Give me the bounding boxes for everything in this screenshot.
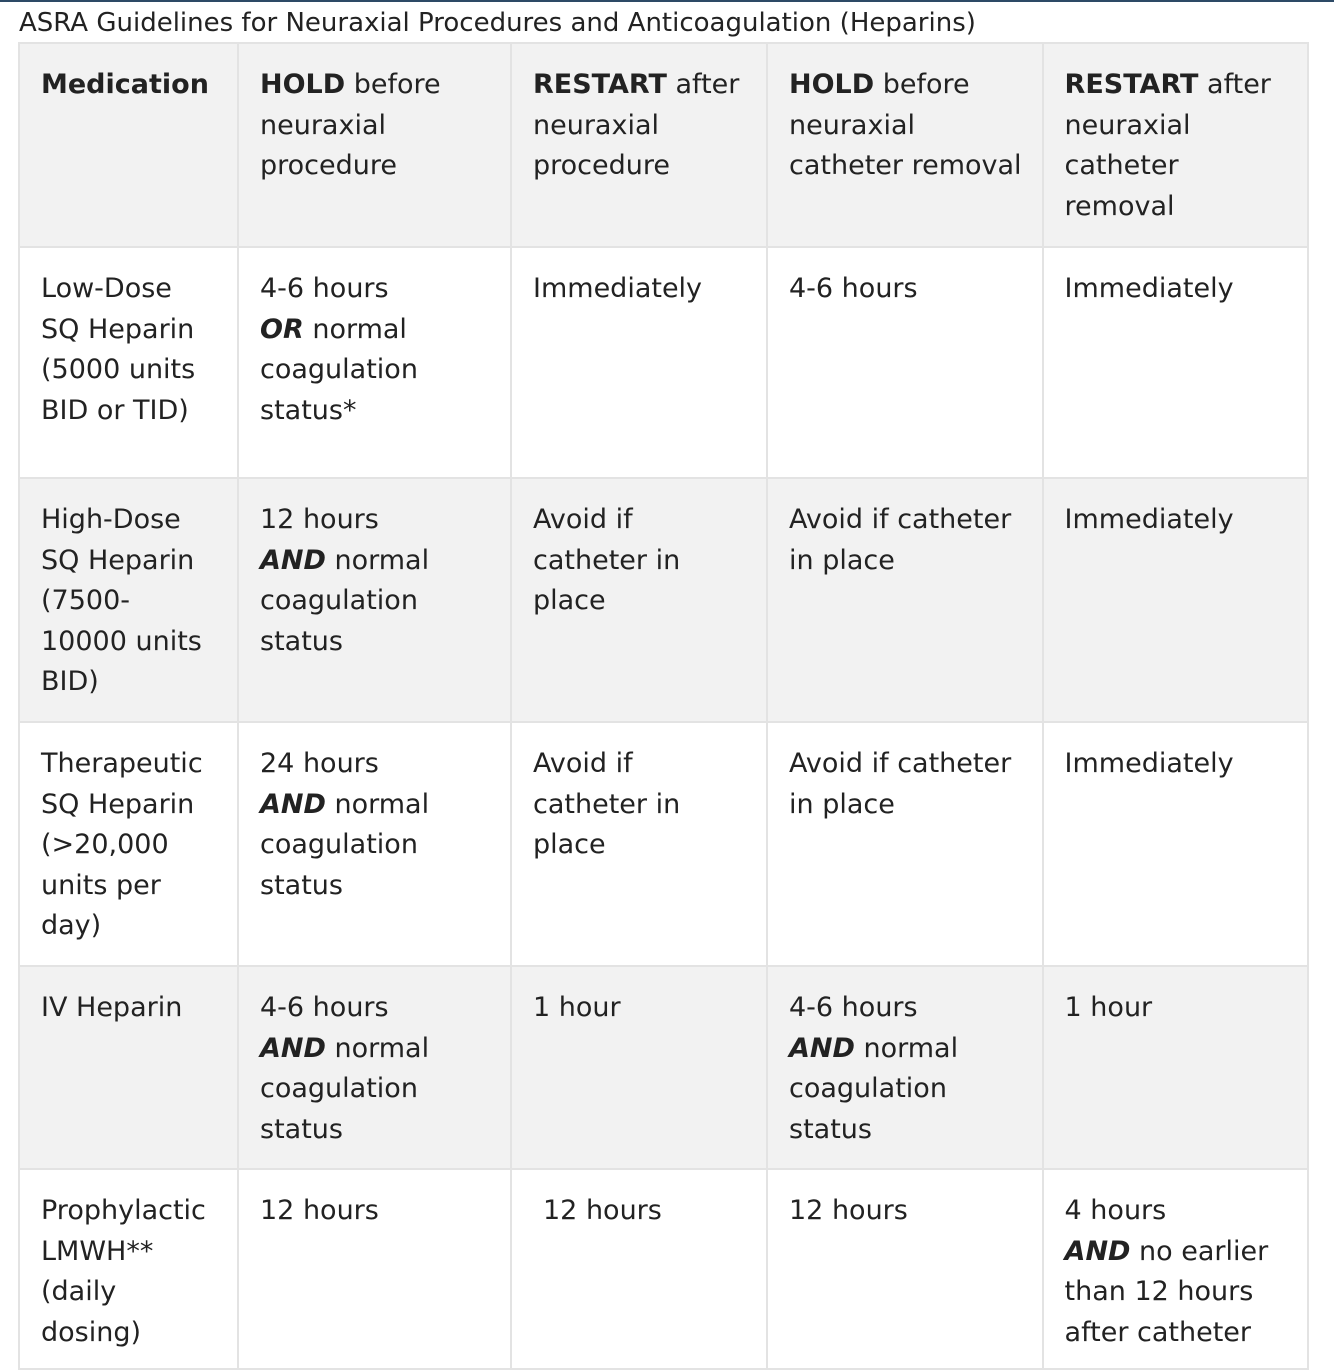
cell-restart-after-procedure: 1 hour [511, 966, 767, 1169]
cell-restart-after-catheter-removal: Immediately [1043, 247, 1308, 478]
cell-hold-before-catheter-removal: Avoid if catheter in place [767, 478, 1043, 722]
table-row [19, 966, 1308, 1169]
cell-medication: IV Heparin [19, 966, 238, 1169]
table-row [19, 722, 1308, 966]
cell-hold-before-catheter-removal: Avoid if catheter in place [767, 722, 1043, 966]
header-restart-after-procedure: RESTART after neuraxial procedure [511, 43, 767, 247]
cell-restart-after-catheter-removal: 4 hours AND no earlier than 12 hours after catheter [1043, 1169, 1308, 1369]
cell-medication: Prophylactic LMWH** (daily dosing) [19, 1169, 238, 1369]
table-row [19, 247, 1308, 478]
table-caption: ASRA Guidelines for Neuraxial Procedures and Anticoagulation (Heparins) [19, 8, 976, 38]
header-row [19, 43, 1308, 247]
cell-restart-after-catheter-removal: 1 hour [1043, 966, 1308, 1169]
cell-medication: High-Dose SQ Heparin (7500- 10000 units BID) [19, 478, 238, 722]
cell-restart-after-procedure: Avoid if catheter in place [511, 722, 767, 966]
table-row [19, 478, 1308, 722]
cell-medication: Therapeutic SQ Heparin (>20,000 units per day) [19, 722, 238, 966]
header-restart-after-catheter-removal: RESTART after neuraxial catheter removal [1043, 43, 1308, 247]
cell-hold-before-procedure: 24 hours AND normal coagulation status [238, 722, 511, 966]
guidelines-table [18, 42, 1309, 1370]
cell-hold-before-procedure: 4-6 hours AND normal coagulation status [238, 966, 511, 1169]
top-rule [0, 0, 1334, 2]
cell-hold-before-procedure: 12 hours [238, 1169, 511, 1369]
header-hold-before-catheter-removal: HOLD before neuraxial catheter removal [767, 43, 1043, 247]
cell-hold-before-catheter-removal: 4-6 hours AND normal coagulation status [767, 966, 1043, 1169]
cell-restart-after-procedure: 12 hours [511, 1169, 767, 1369]
header-hold-before-procedure: HOLD before neuraxial procedure [238, 43, 511, 247]
cell-hold-before-procedure: 4-6 hours OR normal coagulation status* [238, 247, 511, 478]
cell-hold-before-procedure: 12 hours AND normal coagulation status [238, 478, 511, 722]
cell-restart-after-procedure: Avoid if catheter in place [511, 478, 767, 722]
cell-restart-after-catheter-removal: Immediately [1043, 478, 1308, 722]
cell-hold-before-catheter-removal: 4-6 hours [767, 247, 1043, 478]
cell-restart-after-procedure: Immediately [511, 247, 767, 478]
cell-restart-after-catheter-removal: Immediately [1043, 722, 1308, 966]
header-medication: Medication [19, 43, 238, 247]
table-row [19, 1169, 1308, 1369]
cell-hold-before-catheter-removal: 12 hours [767, 1169, 1043, 1369]
cell-medication: Low-Dose SQ Heparin (5000 units BID or TID) [19, 247, 238, 478]
